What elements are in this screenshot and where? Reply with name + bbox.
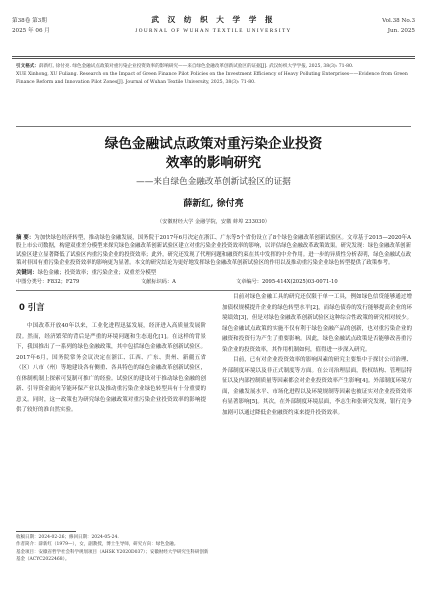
keywords-text: 绿色金融；投资效率；重污染企业；双重差分模型 — [37, 270, 157, 276]
header-rule-bottom — [12, 58, 415, 59]
header-rule-top — [12, 56, 415, 57]
footnote-received: 收稿日期：2024-02-26；修回日期：2024-05-24. — [16, 535, 119, 540]
body-column-right — [222, 292, 412, 418]
abstract — [16, 234, 411, 267]
journal-name-cn: 武 汉 纺 织 大 学 学 报 — [151, 15, 276, 24]
classification-ids — [16, 278, 411, 287]
citation-cn: 薛新红, 徐付亮. 绿色金融试点政策对重污染企业投资效率的影响研究——来自绿色金融改革创新试验区的证据[J]. 武汉纺织大学学报, 2025, 38(3): 71-80. — [38, 64, 354, 69]
journal-name-en: JOURNAL OF WUHAN TEXTILE UNIVERSITY — [135, 28, 292, 34]
title-line-1: 绿色金融试点政策对重污染企业投资 — [104, 136, 323, 152]
paragraph: 目前，已有对企业投资效率的影响因素的研究主要集中于探讨公司治理、外部制度环境以及非正式制度等方面。在公司治理层面，股权结构、管理层特征以及内部控制质量等因素都会对企业投资效率产生影响[4]。外部制度环境方面，金融发展水平、市场化进程以及环境规制等因素也被证实对企业投资效率有显著影响[5]。其次，在外部制度环境层面，李志生和张研究发现，银行竞争加剧可以通过降低企业融资约束来提升投资效率。 — [222, 357, 412, 416]
paragraph: 目前对绿色金融工具的研究还仅限于单一工具，例如绿色信贷能够通过增加债权规模提升企业的绿色转型水平[2]，而绿色债券的发行能够提高企业的环境绩效[3]，但是对绿色金融改革创新试验区这种综合性政策的研究相对较少。绿色金融试点政策的实施不仅有利于绿色金融产品的创新，也对重污染企业的融资和投资行为产生了重要影响。因此，绿色金融试点政策是否能够改善重污染企业的投资效率，其作用机制如何，值得进一步深入研究。 — [222, 294, 412, 353]
title-line-2: 效率的影响研究 — [165, 154, 262, 171]
article-number: 文章编号：2095-414X(2025)03-0071-10 — [236, 279, 338, 285]
paper-subtitle: ——来自绿色金融改革创新试验区的证据 — [136, 177, 291, 187]
journal-header — [12, 9, 415, 49]
publish-date: 2025 年 06 月 — [12, 28, 50, 34]
clc-number: 中图分类号：F832；F279 — [16, 279, 80, 285]
publish-date-en: Jun. 2025 — [387, 28, 415, 34]
body-column-left — [16, 321, 206, 416]
abstract-label: 摘 要： — [16, 235, 35, 241]
citation-format — [16, 63, 411, 86]
abstract-text: 为加快绿色经济转型，推动绿色金融发展，国务院于2017年6月决定在浙江、广东等5个省份设立了8个绿色金融改革创新试验区。文章基于2015—2020年A股上市公司数据，构建双重差分模型来探究绿色金融改革创新试验区建立对重污染企业投资效率的影响，以评估绿色金融改革政策效果。研究发现：绿色金融改革创新试验区建立显著降低了试验区内重污染企业的投资效率；此外，研究还发现了代理问题和融资约束在其中发挥的中介作用。进一步的异质性分析表明，绿色金融试点政策对非国有重污染企业投资效率的影响更为显著。本文的研究结论为更好地发挥绿色金融改革创新试验区的作用以及推动重污染企业绿色转型提供了政策参考。 — [16, 235, 411, 267]
document-code: 文献标识码：A — [141, 279, 176, 285]
keywords-label: 关键词： — [16, 270, 38, 276]
footnote-rule — [16, 531, 76, 532]
paper-title — [0, 135, 427, 172]
keywords — [16, 269, 411, 277]
footnote — [16, 534, 211, 563]
footnote-author: 作者简介：薛新红（1979—），女，副教授，博士生导师，研究方向：绿色金融。 — [16, 542, 179, 548]
volume-issue-en: Vol.38 No.3 — [382, 18, 415, 24]
paper-authors: 薛新红, 徐付亮 — [183, 199, 244, 209]
citation-label: 引文格式： — [16, 64, 39, 69]
volume-issue: 第38卷 第3期 — [12, 18, 47, 24]
footnote-fund: 基金项目：安徽省哲学社会科学规划项目（AHSK Y2020D037）；安徽财经大学研究生科研创新基金（ACYC2022468）。 — [16, 549, 209, 562]
abstract-divider — [16, 290, 411, 291]
citation-en: XUE Xinhong, XU Fuliang. Research on the Impact of Green Finance Pilot Policies on the Investment Efficiency of Heavy Polluting Enterprises——Evidence from Green Finance Reform and Innovation Pilot Zones[J]. Journal of Wuhan Textile University, 2025, 38(3): 71-80. — [16, 71, 408, 85]
citation-divider — [16, 126, 411, 127]
paragraph: 中国改革开放40年以来，工业化进程迅猛发展，经济进入高质量发展阶段。然而，经济繁荣的背后是严重的环境问题和生态退化[1]。在这样的背景下，我国推出了一系列的绿色金融政策，其中包括绿色金融改革创新试验区。2017年6月，国务院常务会议决定在浙江、江西、广东、贵州、新疆五省（区）八市（州）等地建设各有侧重、各具特色的绿色金融改革创新试验区，在体制机制上探索可复制可推广的经验。试验区的建设对于推动绿色金融的创新、引导资金流向节能环保产业以及推动重污染企业绿色转型具有十分重要的意义。同时，这一政策也为研究绿色金融政策对重污染企业投资效率的影响提供了较好的准自然实验。 — [16, 323, 206, 413]
author-affiliation: （安徽财经大学 金融学院，安徽 蚌埠 233030） — [157, 219, 270, 225]
section-heading-introduction: 0 引言 — [19, 302, 45, 312]
